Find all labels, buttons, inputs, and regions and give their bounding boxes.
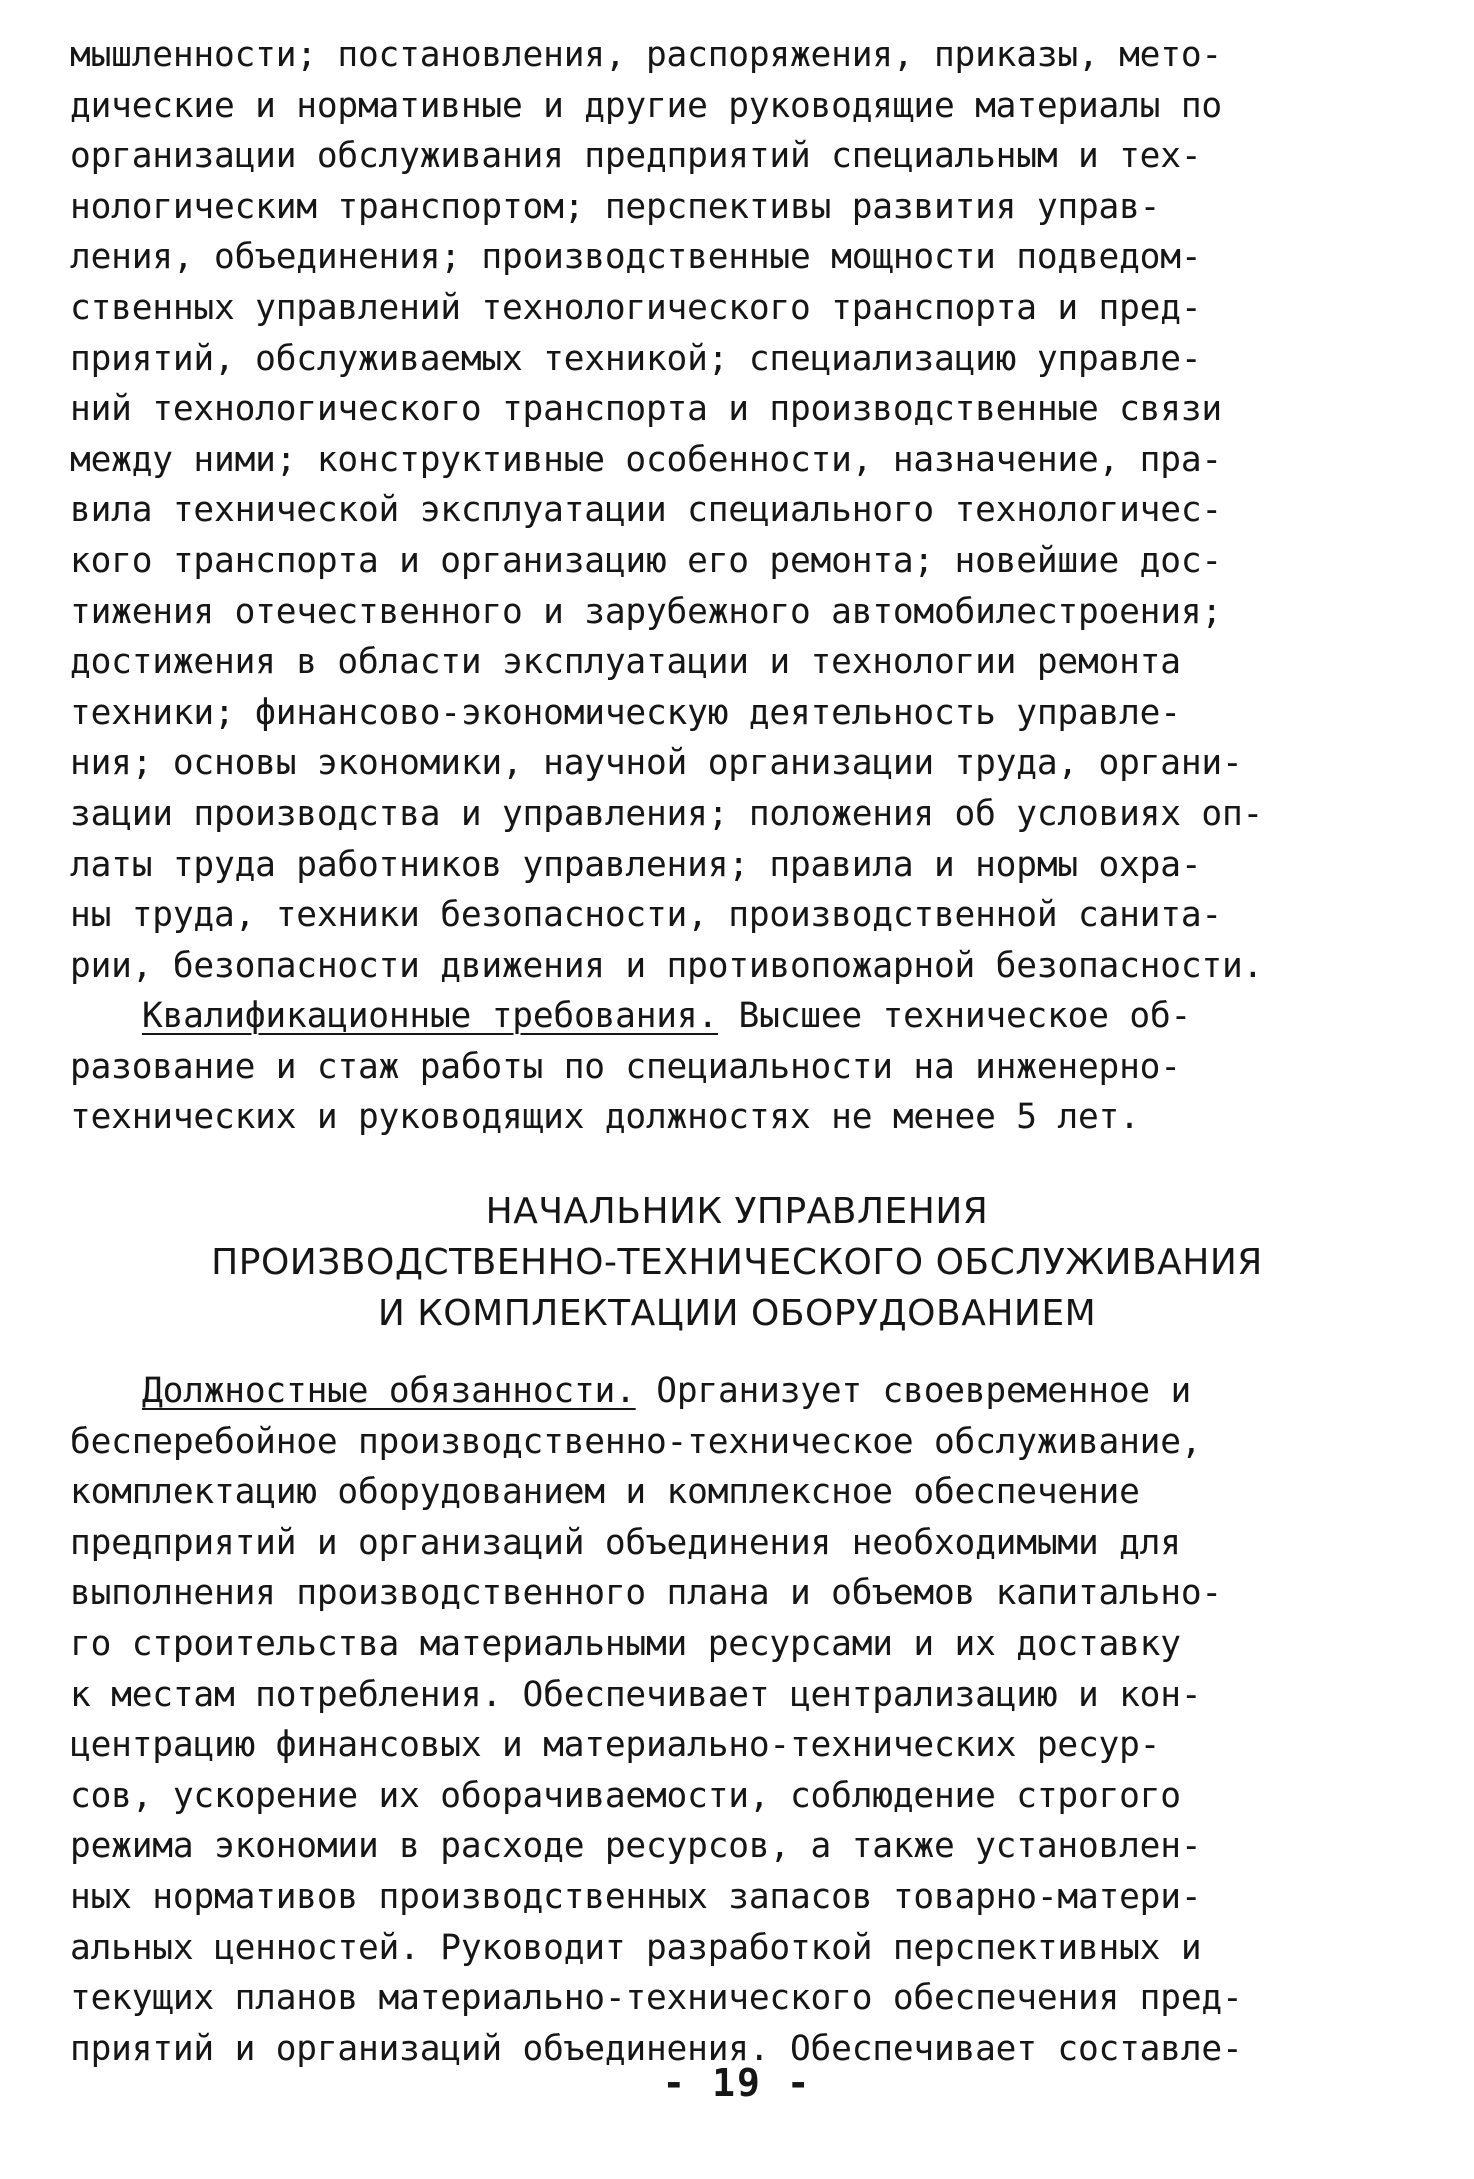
qualification-text: Высшее техническое об-	[717, 996, 1192, 1037]
text-line: тижения отечественного и зарубежного автомобилестроения;	[70, 591, 1222, 632]
qualification-first-line	[70, 991, 1415, 1042]
text-line: центрацию финансовых и материально-технических ресур-	[70, 1725, 1161, 1766]
text-line: ственных управлений технологического транспорта и пред-	[70, 287, 1202, 328]
text-line: к местам потребления. Обеспечивает централизацию и кон-	[70, 1674, 1202, 1715]
text-line: сов, ускорение их оборачиваемости, соблюдение строгого	[70, 1775, 1181, 1816]
heading-line: ПРОИЗВОДСТВЕННО-ТЕХНИЧЕСКОГО ОБСЛУЖИВАНИЯ	[211, 1242, 1263, 1283]
text-line: вила технической эксплуатации специального технологичес-	[70, 490, 1222, 531]
text-line: бесперебойное производственно-техническое обслуживание,	[70, 1421, 1202, 1462]
text-line: предприятий и организаций объединения необходимыми для	[70, 1522, 1181, 1563]
text-line: техники; финансово-экономическую деятельность управле-	[70, 692, 1181, 733]
text-line: разование и стаж работы по специальности на инженерно-	[70, 1046, 1181, 1087]
text-line: ления, объединения; производственные мощности подведом-	[70, 237, 1202, 278]
duties-first-line	[70, 1366, 1415, 1417]
text-line: зации производства и управления; положения об условиях оп-	[70, 793, 1264, 834]
text-line: достижения в области эксплуатации и технологии ремонта	[70, 642, 1181, 683]
text-line: приятий, обслуживаемых техникой; специализацию управле-	[70, 338, 1202, 379]
text-line: латы труда работников управления; правила и нормы охра-	[70, 844, 1202, 885]
text-line: между ними; конструктивные особенности, назначение, пра-	[70, 439, 1222, 480]
text-line: выполнения производственного плана и объемов капитально-	[70, 1573, 1222, 1614]
text-line: режима экономии в расходе ресурсов, а также установлен-	[70, 1826, 1202, 1867]
heading-line: И КОМПЛЕКТАЦИИ ОБОРУДОВАНИЕМ	[377, 1293, 1097, 1334]
qualification-label: Квалификационные требования.	[142, 996, 718, 1037]
heading-line: НАЧАЛЬНИК УПРАВЛЕНИЯ	[485, 1191, 989, 1232]
text-line: ных нормативов производственных запасов товарно-матери-	[70, 1876, 1202, 1917]
duties-section	[70, 1366, 1415, 2074]
text-line: ны труда, техники безопасности, производственной санита-	[70, 895, 1222, 936]
text-line: рии, безопасности движения и противопожарной безопасности.	[70, 945, 1264, 986]
text-line: мышленности; постановления, распоряжения, приказы, мето-	[70, 35, 1222, 75]
text-line: дические и нормативные и другие руководящие материалы по	[70, 85, 1222, 126]
page-number: - 19 -	[662, 2061, 812, 2105]
text-line: текущих планов материально-технического обеспечения пред-	[70, 1978, 1243, 2019]
duties-label: Должностные обязанности.	[142, 1371, 636, 1411]
text-line: организации обслуживания предприятий специальным и тех-	[70, 136, 1202, 177]
text-line: технических и руководящих должностях не менее 5 лет.	[70, 1097, 1140, 1138]
text-line: комплектацию оборудованием и комплексное обеспечение	[70, 1472, 1140, 1513]
top-section	[70, 30, 1415, 1143]
duties-text: Организует своевременное и	[635, 1371, 1192, 1411]
text-line: ния; основы экономики, научной организации труда, органи-	[70, 743, 1243, 784]
text-line: альных ценностей. Руководит разработкой перспективных и	[70, 1927, 1202, 1968]
text-line: нологическим транспортом; перспективы развития управ-	[70, 186, 1161, 227]
text-line: ний технологического транспорта и производственные связи	[70, 389, 1222, 430]
text-line: приятий и организаций объединения. Обеспечивает составле-	[70, 2028, 1243, 2069]
text-line: го строительства материальными ресурсами и их доставку	[70, 1623, 1181, 1664]
section-heading	[0, 1186, 1474, 1339]
text-line: кого транспорта и организацию его ремонта; новейшие дос-	[70, 540, 1222, 581]
